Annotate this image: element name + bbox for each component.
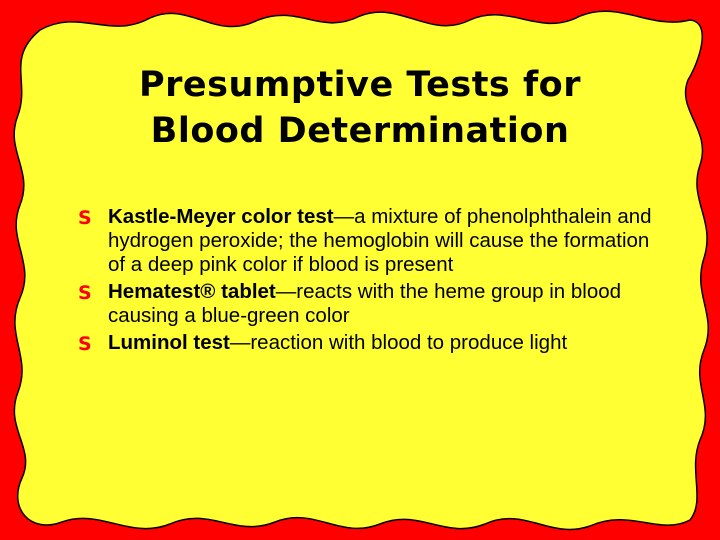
title-line-1: Presumptive Tests for [139,65,581,105]
bullet-text: —reacts with the heme group in blood causing a blue-green color [108,280,622,327]
bullet-term: Kastle-Meyer color test [108,205,334,228]
s-bullet-icon: S [78,333,92,355]
bullet-text: —reaction with blood to produce light [229,331,568,354]
bullet-list [78,205,658,358]
bullet-luminol [78,331,658,355]
bullet-text: —a mixture of phenolphthalein and hydrogen peroxide; the hemoglobin will cause the formation of a deep pink color if blood is present [108,205,652,276]
bullet-term: Luminol test [108,331,230,354]
bullet-kastle-meyer [78,205,658,277]
s-bullet-icon: S [78,207,92,229]
s-bullet-icon: S [78,282,92,304]
bullet-term: Hematest® tablet [108,280,276,303]
bullet-hematest [78,280,658,328]
slide-title [60,62,660,154]
title-line-2: Blood Determination [150,111,570,151]
